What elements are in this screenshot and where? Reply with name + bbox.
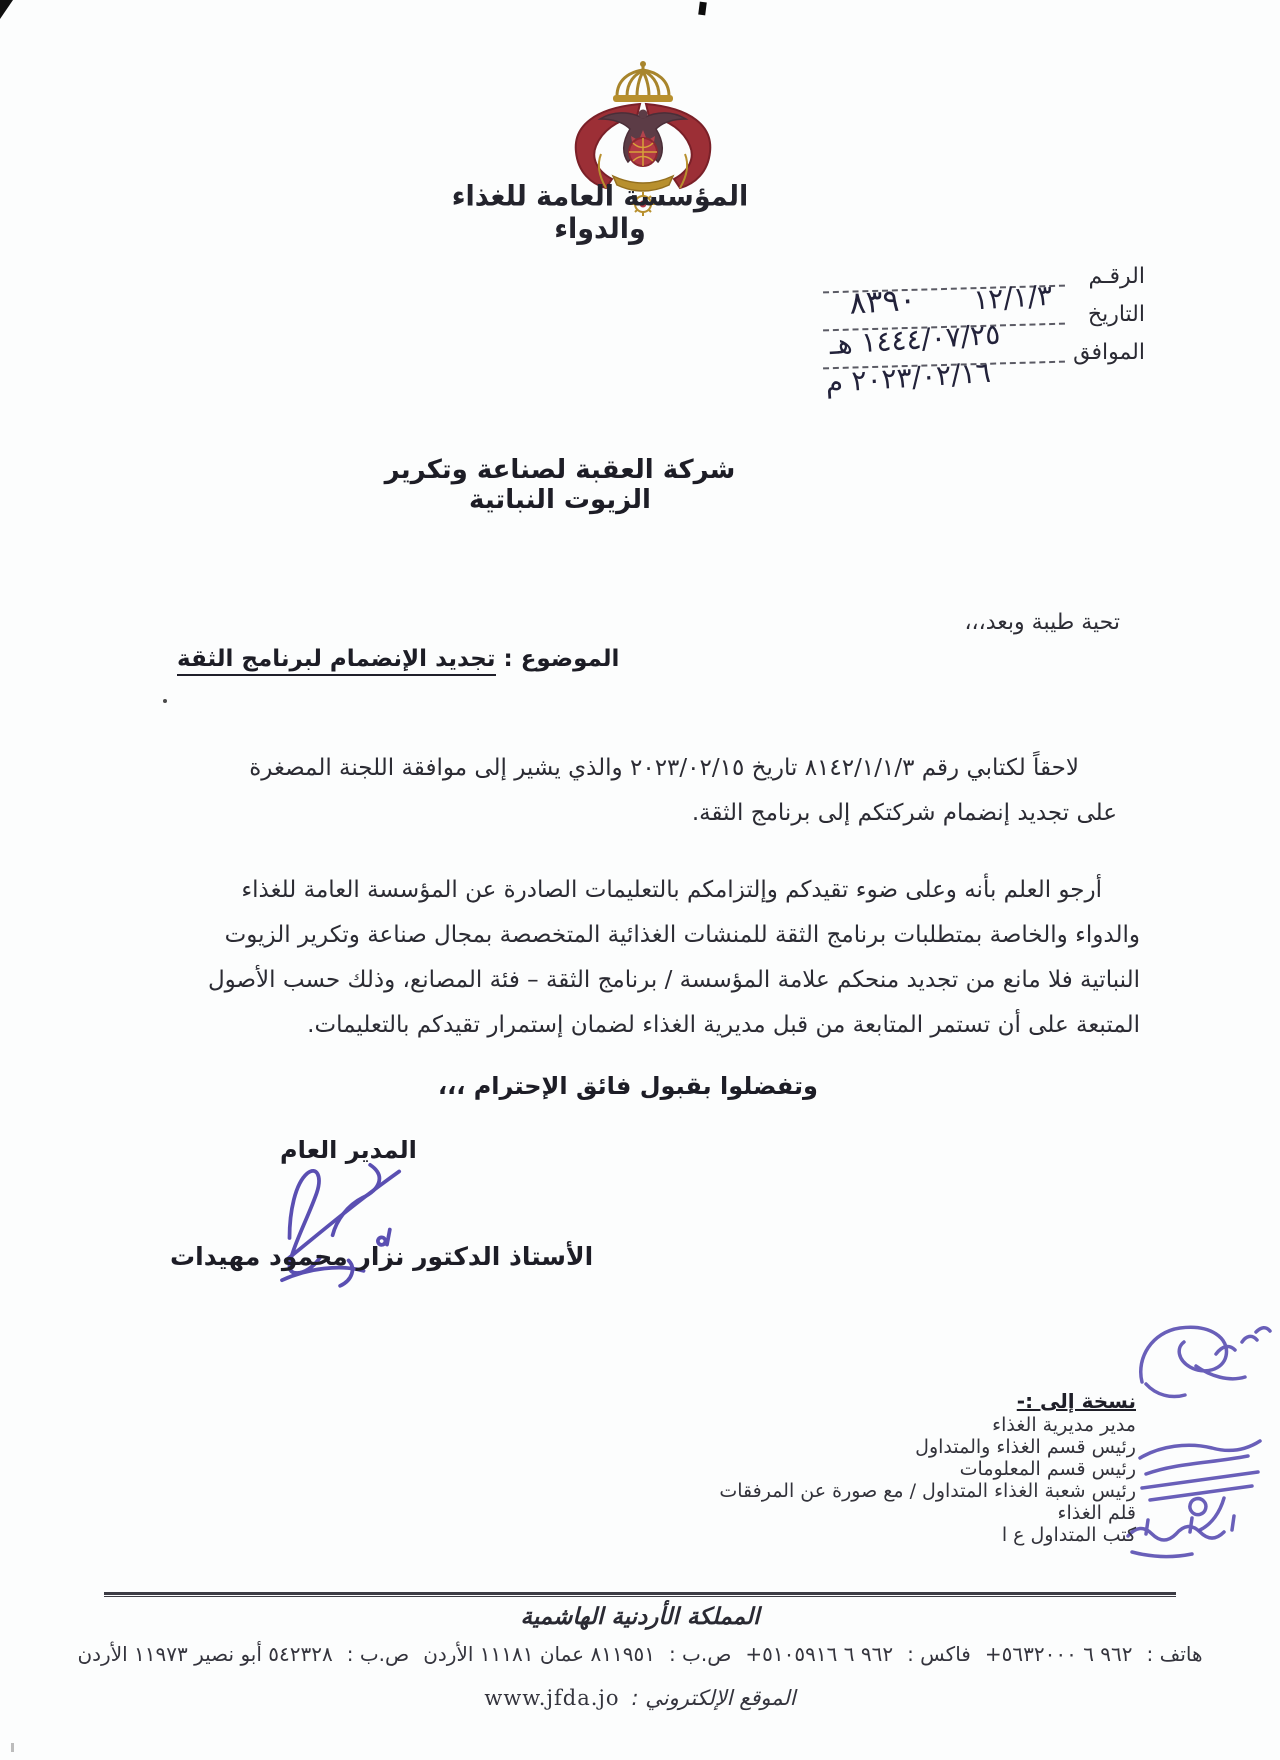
cc-item: قلم الغذاء xyxy=(1057,1502,1136,1524)
footer-website-line xyxy=(0,1686,1280,1710)
cc-item: مدير مديرية الغذاء xyxy=(992,1414,1136,1436)
paragraph-line: على تجديد إنضمام شركتكم إلى برنامج الثقة. xyxy=(691,800,1117,826)
scan-artifact-dot xyxy=(163,699,167,703)
cc-block xyxy=(719,1390,1136,1546)
handwritten-signature-icon xyxy=(252,1148,432,1298)
body-paragraph-2 xyxy=(157,868,1140,1048)
reference-block xyxy=(823,264,1145,400)
signer-name: الأستاذ الدكتور نزار محمود مهيدات xyxy=(170,1242,594,1271)
phone-number: +٩٦٢ ٦ ٥٦٣٢٠٠٠ xyxy=(984,1642,1133,1666)
cc-item: رئيس شعبة الغذاء المتداول / مع صورة عن المرفقات xyxy=(719,1480,1136,1502)
footer-divider xyxy=(104,1592,1176,1597)
gregorian-date-row xyxy=(823,340,1145,400)
pobox-label: ص.ب : xyxy=(346,1642,410,1666)
subject-text: تجديد الإنضمام لبرنامج الثقة xyxy=(177,646,496,676)
dashed-line xyxy=(823,278,1065,322)
phone-label: هاتف : xyxy=(1146,1642,1203,1666)
paragraph-line: والدواء والخاصة بمتطلبات برنامج الثقة للمنشات الغذائية المتخصصة بمجال صناعة وتكرير الزيوت xyxy=(224,922,1140,948)
handwritten-reference-number: ٨٣٩٠ xyxy=(848,281,918,322)
margin-archive-note-icon xyxy=(1118,1508,1258,1564)
body-paragraph-1 xyxy=(160,746,1117,836)
website-url: www.jfda.jo xyxy=(484,1686,620,1710)
cc-item: رئيس قسم المعلومات xyxy=(959,1458,1136,1480)
handwritten-gregorian-date: ٢٠٢٣/٠٢/١٦ م xyxy=(824,355,992,400)
margin-initials-annotation-icon xyxy=(1126,1318,1278,1410)
greeting-line: تحية طيبة وبعد،،، xyxy=(964,610,1120,635)
reference-number-label: الرقـم xyxy=(1088,264,1145,289)
corresponding-label: الموافق xyxy=(1073,340,1145,365)
pobox-label: ص.ب : xyxy=(668,1642,732,1666)
closing-courtesy-line: وتفضلوا بقبول فائق الإحترام ،،، xyxy=(438,1072,818,1100)
handwritten-hijri-date: ١٤٤٤/٠٧/٢٥ هـ xyxy=(828,317,1002,362)
scan-artifact-mark xyxy=(698,2,707,16)
scan-artifact-corner xyxy=(0,0,13,19)
cc-item: كتب المتداول ع ا xyxy=(1001,1524,1136,1546)
cc-item: رئيس قسم الغذاء والمتداول xyxy=(915,1436,1136,1458)
subject-label: الموضوع : xyxy=(495,646,620,672)
organization-name-calligraphy: المؤسسة العامة للغذاء والدواء xyxy=(451,180,749,246)
paragraph-line: لاحقاً لكتابي رقم ٨١٤٢/١/١/٣ تاريخ ٢٠٢٣/٠٢/١٥ والذي يشير إلى موافقة اللجنة المصغرة xyxy=(249,755,1079,781)
footer-contact-line xyxy=(0,1642,1280,1666)
kingdom-name: المملكة الأردنية الهاشمية xyxy=(520,1604,760,1630)
signer-title: المدير العام xyxy=(280,1136,417,1164)
subject-line xyxy=(177,646,619,672)
pobox-amman: ٨١١٩٥١ عمان ١١١٨١ الأردن xyxy=(423,1642,655,1666)
fax-label: فاكس : xyxy=(907,1642,971,1666)
dashed-line xyxy=(823,317,1065,362)
pobox-abu-nseir: ٥٤٢٣٢٨ أبو نصير ١١٩٧٣ الأردن xyxy=(77,1642,333,1666)
paragraph-line: النباتية فلا مانع من تجديد منحكم علامة المؤسسة / برنامج الثقة – فئة المصانع، وذلك حسب الأصول xyxy=(207,967,1140,993)
recipient-company-name: شركة العقبة لصناعة وتكرير الزيوت النباتية xyxy=(384,455,736,515)
website-label: الموقع الإلكتروني : xyxy=(631,1686,796,1710)
cc-heading: نسخة إلى :- xyxy=(1016,1389,1136,1413)
scan-artifact-bottom xyxy=(11,1743,14,1752)
handwritten-reference-code: ١٢/١/٣ xyxy=(972,278,1054,317)
date-label: التاريخ xyxy=(1087,302,1145,327)
paragraph-line: أرجو العلم بأنه وعلى ضوء تقيدكم وإلتزامكم بالتعليمات الصادرة عن المؤسسة العامة للغذاء xyxy=(241,877,1102,903)
paragraph-line: المتبعة على أن تستمر المتابعة من قبل مديرية الغذاء لضمان إستمرار تقيدكم بالتعليمات. xyxy=(307,1012,1140,1038)
fax-number: +٩٦٢ ٦ ٥١٠٥٩١٦ xyxy=(745,1642,894,1666)
dashed-line xyxy=(823,355,1065,400)
